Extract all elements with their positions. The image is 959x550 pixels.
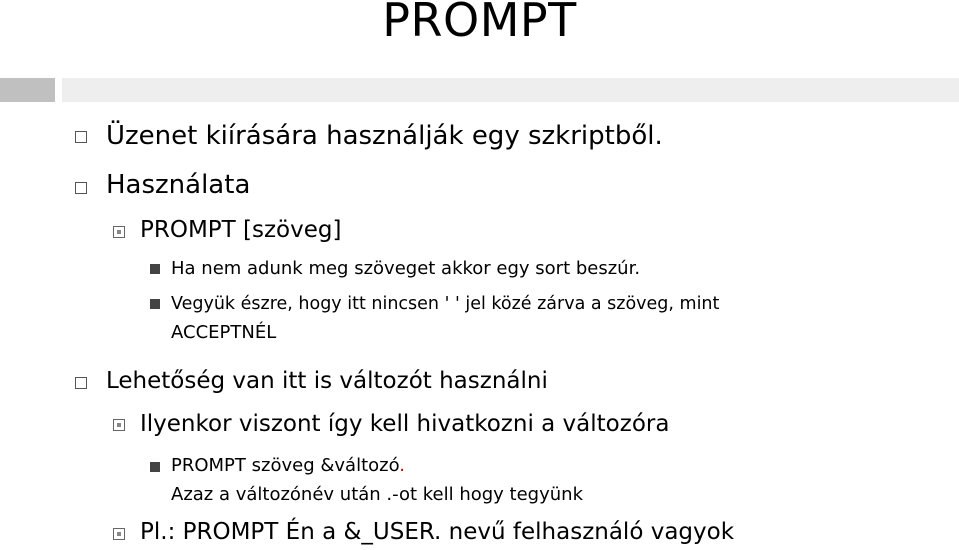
bullet-box-filled-icon xyxy=(113,528,125,540)
bullet-box-icon xyxy=(75,377,87,389)
bullet-text: Vegyük észre, hogy itt nincsen ' ' jel közé zárva a szöveg, mint xyxy=(171,294,720,314)
bullet-box-filled-icon xyxy=(113,419,125,431)
bullet-box-icon xyxy=(75,131,87,143)
bullet-text-continuation: Azaz a változónév után .-ot kell hogy tegyünk xyxy=(171,484,584,505)
bullet-square-icon xyxy=(150,299,160,309)
slide-title: PROMPT xyxy=(382,0,577,47)
bullet-text: Ilyenkor viszont így kell hivatkozni a változóra xyxy=(140,411,670,437)
bullet-square-icon xyxy=(150,462,160,472)
bullet-text: Használata xyxy=(106,170,251,200)
bullet-square-icon xyxy=(150,264,160,274)
bullet-box-filled-icon xyxy=(113,226,125,238)
title-bar-right xyxy=(62,78,959,102)
bullet-text: Ha nem adunk meg szöveget akkor egy sort beszúr. xyxy=(171,258,641,279)
red-dot: . xyxy=(399,455,406,476)
bullet-text: PROMPT [szöveg] xyxy=(140,217,342,243)
bullet-text: Pl.: PROMPT Én a &_USER. nevű felhasználó vagyok xyxy=(140,519,735,545)
bullet-box-icon xyxy=(75,182,87,194)
title-bar-left xyxy=(0,78,55,102)
bullet-text-continuation: ACCEPTNÉL xyxy=(171,322,277,343)
bullet-text: Lehetőség van itt is változót használni xyxy=(106,368,548,394)
bullet-text: Üzenet kiírására használják egy szkriptből. xyxy=(106,121,663,151)
code-example: PROMPT szöveg &változó xyxy=(171,455,400,476)
bullet-text xyxy=(171,455,405,477)
